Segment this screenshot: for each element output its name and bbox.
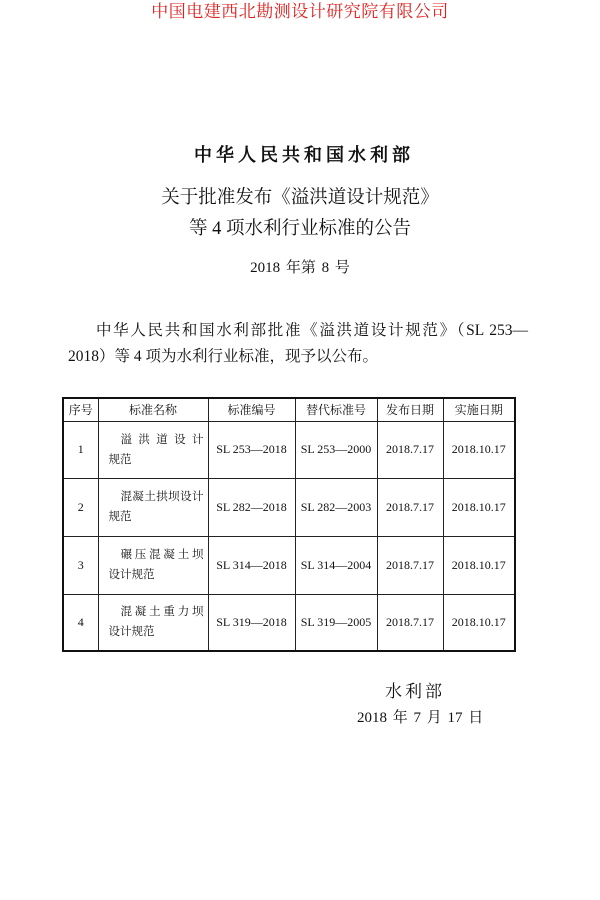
standard-name-line: 规范 xyxy=(108,453,132,466)
table-row xyxy=(63,536,515,594)
notice-body xyxy=(68,318,528,370)
standard-code-cell: SL 282—2018 xyxy=(208,478,295,536)
notice-body-line: 中华人民共和国水利部批准《溢洪道设计规范》（SL 253— xyxy=(96,322,528,339)
header-standard-code: 标准编号 xyxy=(208,398,295,421)
standard-name-line: 规范 xyxy=(108,511,132,523)
effective-date-cell: 2018.10.17 xyxy=(443,478,515,536)
seq-cell: 2 xyxy=(63,478,98,536)
document-number: 2018 年第 8 号 xyxy=(250,260,350,276)
seq-cell: 4 xyxy=(63,594,98,651)
standard-name-cell xyxy=(98,478,208,536)
replaced-code-cell: SL 282—2003 xyxy=(295,478,377,536)
standard-name-cell xyxy=(98,421,208,478)
standard-name-line: 溢洪道设计 xyxy=(120,433,204,446)
replaced-code-cell: SL 319—2005 xyxy=(295,594,377,651)
notice-title-line-2: 等 4 项水利行业标准的公告 xyxy=(188,219,411,239)
publish-date-cell: 2018.7.17 xyxy=(377,478,443,536)
publish-date-cell: 2018.7.17 xyxy=(377,536,443,594)
seq-cell: 3 xyxy=(63,536,98,594)
standard-name-line: 设计规范 xyxy=(108,626,155,639)
table-row xyxy=(63,478,515,536)
standard-code-cell: SL 319—2018 xyxy=(208,594,295,651)
standard-code-cell: SL 314—2018 xyxy=(208,536,295,594)
effective-date-cell: 2018.10.17 xyxy=(443,421,515,478)
issuer-title: 中华人民共和国水利部 xyxy=(194,145,414,165)
table-row xyxy=(63,421,515,478)
replaced-code-cell: SL 253—2000 xyxy=(295,421,377,478)
signature-issuer: 水利部 xyxy=(385,682,445,701)
table-row xyxy=(63,594,515,651)
standard-code-cell: SL 253—2018 xyxy=(208,421,295,478)
seq-cell: 1 xyxy=(63,421,98,478)
signature-date: 2018 年 7 月 17 日 xyxy=(357,710,484,726)
standards-table xyxy=(62,397,516,652)
publish-date-cell: 2018.7.17 xyxy=(377,421,443,478)
replaced-code-cell: SL 314—2004 xyxy=(295,536,377,594)
header-replaced-code: 替代标准号 xyxy=(295,398,377,421)
header-effective-date: 实施日期 xyxy=(443,398,515,421)
standard-name-cell xyxy=(98,594,208,651)
header-standard-name: 标准名称 xyxy=(98,398,208,421)
notice-title-line-1: 关于批准发布《溢洪道设计规范》 xyxy=(161,188,439,208)
effective-date-cell: 2018.10.17 xyxy=(443,536,515,594)
standard-name-line: 混凝土重力坝 xyxy=(120,606,204,619)
standard-name-cell xyxy=(98,536,208,594)
effective-date-cell: 2018.10.17 xyxy=(443,594,515,651)
header-publish-date: 发布日期 xyxy=(377,398,443,421)
notice-body-line: 2018）等 4 项为水利行业标准，现予以公布。 xyxy=(68,348,379,365)
standard-name-line: 设计规范 xyxy=(108,569,155,581)
header-banner: 中国电建西北勘测设计研究院有限公司 xyxy=(151,2,449,21)
standard-name-line: 混凝土拱坝设计 xyxy=(120,491,204,503)
header-seq: 序号 xyxy=(63,398,98,421)
publish-date-cell: 2018.7.17 xyxy=(377,594,443,651)
standard-name-line: 碾压混凝土坝 xyxy=(120,549,204,561)
table-header-row xyxy=(63,398,515,421)
